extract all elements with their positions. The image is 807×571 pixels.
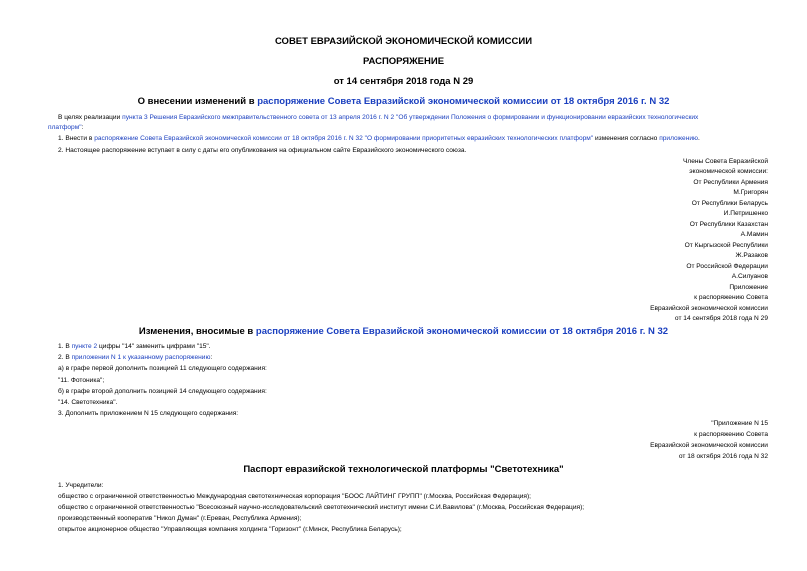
changes-title-link[interactable]: распоряжение Совета Евразийской экономической комиссии от 18 октября 2016 г. N 32 [255,326,669,337]
signature-line: И.Петришенко [723,210,768,217]
intro-p2-mid: изменения согласно [593,135,660,142]
signature-line: От Республики Беларусь [691,200,768,207]
signature-line: от 14 сентября 2018 года N 29 [674,315,768,322]
annex-line: "Приложение N 15 [711,420,768,427]
doc-title-prefix: О внесении изменений в [137,96,258,107]
passport-line: общество с ограниченной ответственностью "Всесоюзный научно-исследовательский светотехнический институт имени С.И.Вавилова" (г.Москва, Российская Федерация); [58,504,585,511]
signature-line: к распоряжению Совета [694,294,768,301]
doc-title [0,97,807,107]
change-item-5: б) в графе второй дополнить позицией 14 следующего содержания: [58,388,267,395]
signature-line: От Кыргызской Республики [684,242,768,249]
intro-p1-link[interactable]: пункта 3 Решения Евразийского межправительственного совета от 13 апреля 2016 г. N 2 "Об утверждении Положения о формировании и функционировании евразийских технологических [122,114,699,121]
doc-title-link[interactable]: распоряжение Совета Евразийской экономической комиссии от 18 октября 2016 г. N 32 [257,96,670,107]
intro-paragraph-3: 2. Настоящее распоряжение вступает в силу с даты его опубликования на официальном сайте Евразийского экономического союза. [58,147,467,154]
signature-line: От Республики Армения [693,179,768,186]
passport-title: Паспорт евразийской технологической платформы "Светотехника" [243,464,564,475]
change-item-1 [58,344,211,351]
intro-p1-text: В целях реализации [58,114,123,121]
signature-line: А.Силуанов [731,273,768,280]
change-item-4: "11. Фотоника"; [58,377,105,384]
signature-line: От Республики Казахстан [689,221,768,228]
intro-paragraph-2 [58,136,700,143]
signature-line: Ж.Разаков [735,252,768,259]
change-item-1-link[interactable]: пункте 2 [71,343,98,350]
signature-line: Приложение [729,284,768,291]
doc-type: РАСПОРЯЖЕНИЕ [362,56,445,67]
changes-title [0,327,807,337]
signature-line: экономической комиссии: [689,168,768,175]
doc-date: от 14 сентября 2018 года N 29 [333,76,474,87]
intro-p1-link-cont[interactable]: платформ" [48,124,82,131]
change-item-2-text: 2. В [58,354,72,361]
changes-title-prefix: Изменения, вносимые в [138,326,256,337]
change-item-2-link[interactable]: приложении N 1 к указанному распоряжению [71,354,211,361]
intro-p1-end: : [81,124,84,131]
intro-paragraph-1-cont [48,125,83,132]
annex-line: Евразийской экономической комиссии [650,442,768,449]
intro-p2-link2[interactable]: приложению [659,135,698,142]
signature-line: От Российской Федерации [686,263,768,270]
passport-line: открытое акционерное общество "Управляющая компания холдинга "Горизонт" (г.Минск, Республика Беларусь); [58,526,402,533]
change-item-1-text: 1. В [58,343,72,350]
change-item-6: "14. Светотехника". [58,399,118,406]
passport-line: 1. Учредители: [58,482,104,489]
intro-p2-text: 1. Внести в [58,135,95,142]
passport-line: общество с ограниченной ответственностью Международная светотехническая корпорация "БООС ЛАЙТИНГ ГРУПП" (г.Москва, Российская Федерация); [58,493,531,500]
signature-line: М.Григорян [733,189,768,196]
annex-line: от 18 октября 2016 года N 32 [678,453,768,460]
passport-line: производственный кооператив "Никол Думан" (г.Ереван, Республика Армения); [58,515,302,522]
intro-p2-link[interactable]: распоряжение Совета Евразийской экономической комиссии от 18 октября 2016 г. N 32 "О формировании приоритетных евразийских технологических платформ" [94,135,594,142]
intro-paragraph-1 [58,115,698,122]
intro-p2-end: . [697,135,700,142]
change-item-3: а) в графе первой дополнить позицией 11 следующего содержания: [58,365,267,372]
change-item-2 [58,355,212,362]
annex-line: к распоряжению Совета [694,431,768,438]
change-item-2-rest: : [210,354,213,361]
org-heading: СОВЕТ ЕВРАЗИЙСКОЙ ЭКОНОМИЧЕСКОЙ КОМИССИИ [274,36,533,47]
signature-line: А.Мамин [740,231,768,238]
signature-line: Члены Совета Евразийской [682,158,768,165]
signature-line: Евразийской экономической комиссии [650,305,768,312]
change-item-7: 3. Дополнить приложением N 15 следующего содержания: [58,410,239,417]
change-item-1-rest: цифры "14" заменить цифрами "15". [97,343,211,350]
